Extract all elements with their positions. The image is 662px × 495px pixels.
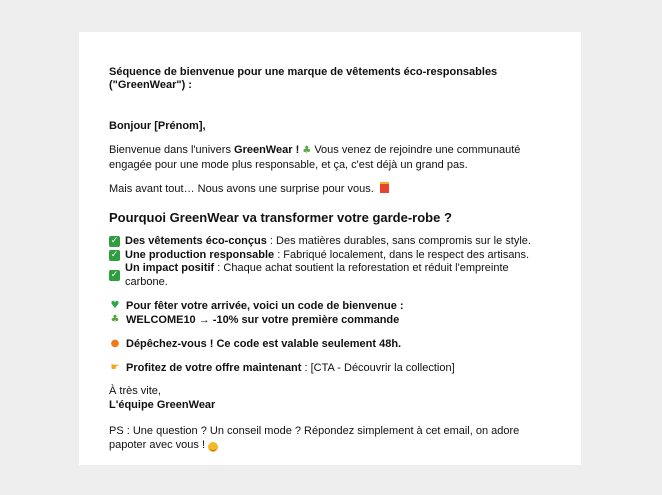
intro-text-1: Bienvenue dans l'univers: [109, 144, 235, 156]
green-heart-icon: ♥: [110, 300, 120, 311]
benefit-desc: : Des matières durables, sans compromis sur le style.: [266, 235, 531, 247]
ps-paragraph: [109, 424, 551, 452]
surprise-text: Mais avant tout… Nous avons une surprise pour vous.: [109, 183, 374, 195]
brand-name: GreenWear !: [234, 144, 300, 156]
list-item: [109, 235, 551, 249]
check-icon: ✓: [110, 236, 119, 247]
sprout-icon: ♣: [110, 314, 120, 325]
urgency-row: [109, 337, 551, 351]
sprout-icon: ♣: [302, 145, 312, 156]
urgency-text: Dépêchez-vous ! Ce code est valable seulement 48h.: [126, 338, 402, 350]
section-title: Pourquoi GreenWear va transformer votre garde-robe ?: [109, 210, 452, 225]
list-item: [109, 262, 551, 289]
cta-block: [109, 361, 551, 375]
code-intro-text: Pour fêter votre arrivée, voici un code de bienvenue :: [126, 300, 404, 312]
cta-label[interactable]: Profitez de votre offre maintenant: [126, 362, 302, 374]
code-intro-row: [109, 299, 551, 313]
welcome-code: WELCOME10 → -10% sur votre première commande: [126, 314, 400, 326]
urgency-block: [109, 337, 551, 351]
cta-row: [109, 361, 551, 375]
benefit-desc: : Chaque achat soutient la reforestation et réduit l'empreinte carbone.: [125, 262, 509, 288]
check-icon: ✓: [110, 249, 119, 260]
greeting: Bonjour [Prénom],: [109, 120, 206, 132]
fire-icon: ●: [110, 338, 120, 349]
cta-placeholder[interactable]: : [CTA - Découvrir la collection]: [301, 362, 455, 374]
benefit-title: Un impact positif: [125, 262, 215, 274]
code-line-row: [109, 313, 551, 327]
intro-text-2: Vous venez de rejoindre une communauté engagée pour une mode plus responsable, et ça, c'est déjà un grand pas.: [109, 144, 521, 171]
list-item: [109, 249, 551, 263]
email-card: [79, 32, 581, 465]
smile-icon: ‿: [208, 442, 218, 452]
welcome-code-block: [109, 299, 551, 327]
benefit-title: Des vêtements éco-conçus: [125, 235, 267, 247]
signoff-line-2: L'équipe GreenWear: [109, 398, 216, 411]
benefit-desc: : Fabriqué localement, dans le respect des artisans.: [274, 248, 530, 261]
check-icon: ✓: [110, 270, 119, 280]
signoff: [109, 385, 551, 412]
pointing-hand-icon: ☛: [110, 362, 120, 373]
gift-icon: [380, 182, 389, 193]
benefits-list: [109, 235, 551, 289]
ps-text: PS : Une question ? Un conseil mode ? Répondez simplement à cet email, on adore papoter avec vous !: [109, 425, 520, 451]
signoff-line-1: À très vite,: [109, 385, 161, 397]
surprise-line: [109, 182, 551, 196]
benefit-title: Une production responsable: [125, 248, 275, 261]
document-title: Séquence de bienvenue pour une marque de vêtements éco-responsables ("GreenWear") :: [109, 66, 498, 91]
intro-paragraph: [109, 143, 551, 172]
